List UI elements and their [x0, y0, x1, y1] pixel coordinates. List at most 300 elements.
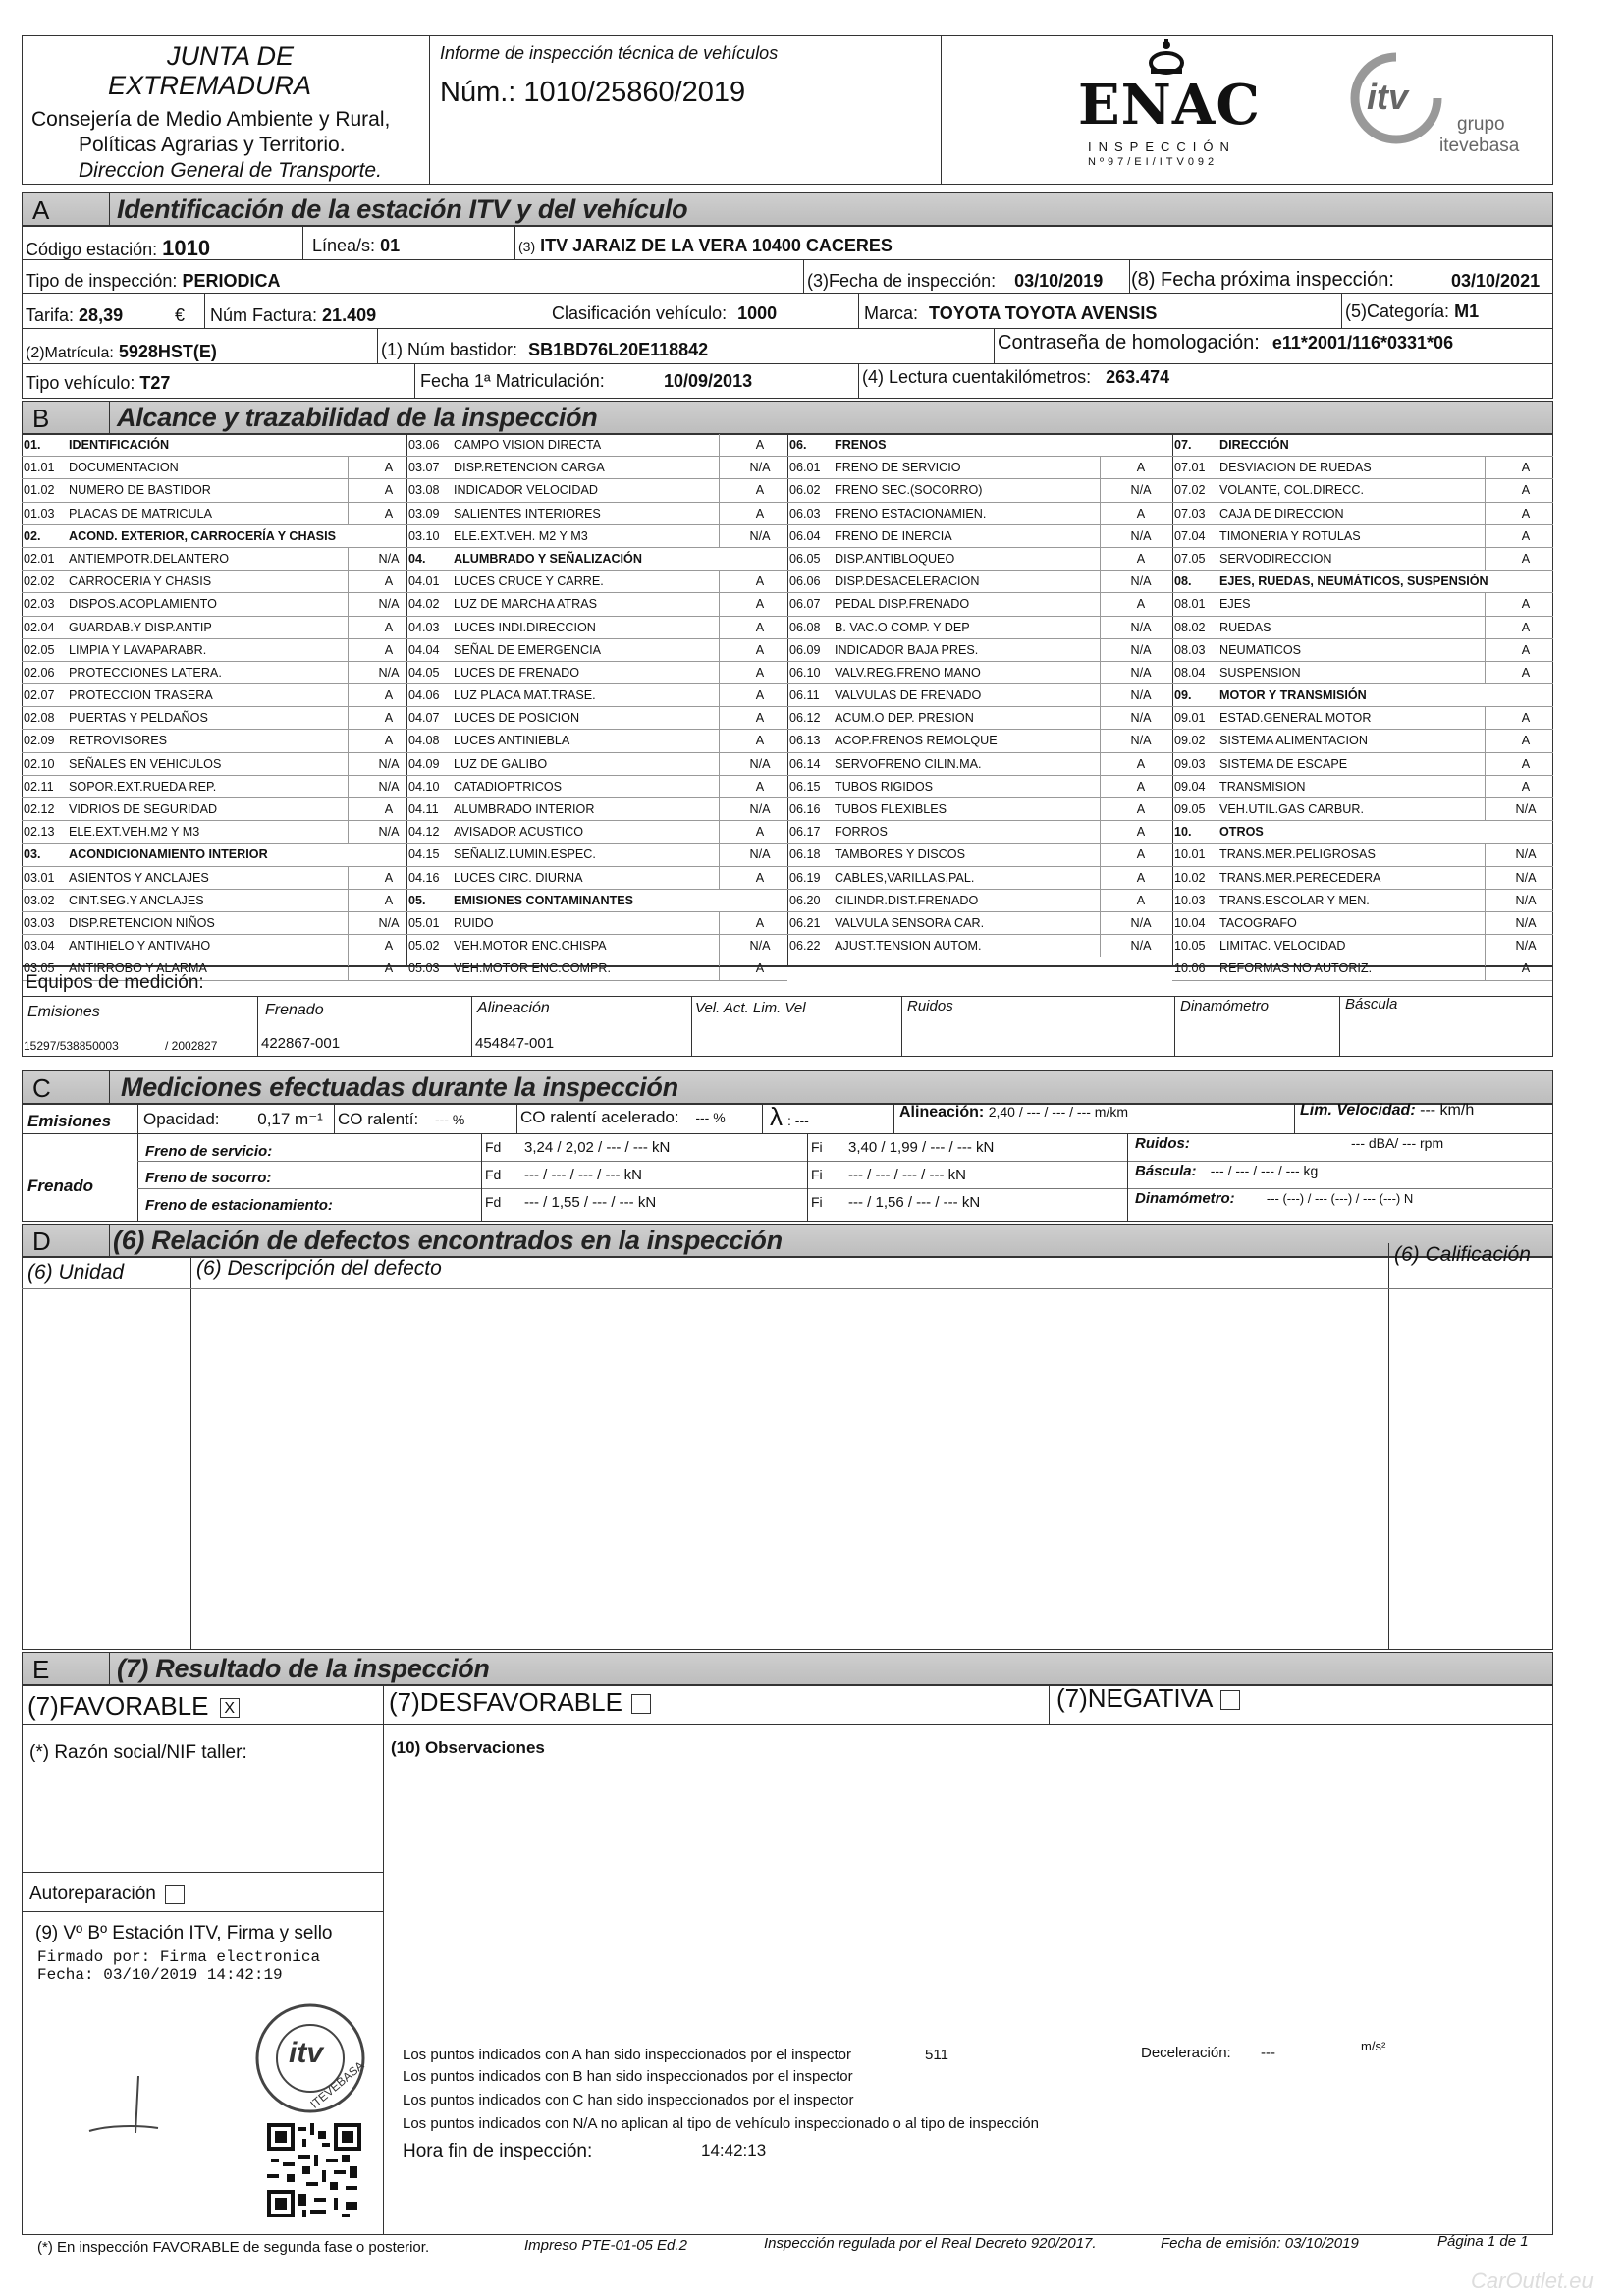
classification: 1000	[737, 303, 778, 323]
c-braking-label: Frenado	[27, 1176, 94, 1195]
defect-desc-header: (6) Descripción del defecto	[196, 1257, 442, 1280]
crown-icon	[1147, 39, 1186, 75]
item-name: SERVODIRECCION	[1219, 551, 1332, 566]
footer-regulated: Inspección regulada por el Real Decreto 920/2017.	[764, 2235, 1097, 2252]
item-code: 06.10	[789, 665, 821, 680]
item-code: 06.12	[789, 711, 821, 726]
inspection-column-3	[787, 434, 1172, 957]
seal-ring-text: ITEVEBASA	[307, 2058, 367, 2111]
favorable-checkbox[interactable]: X	[220, 1698, 240, 1718]
item-code: 02.04	[24, 620, 55, 634]
vin: SB1BD76L20E118842	[528, 340, 709, 359]
emergency-fd: --- / --- / --- / --- kN	[524, 1167, 642, 1183]
vehicle-type: T27	[139, 373, 171, 393]
parking-fd: --- / 1,55 / --- / --- kN	[524, 1194, 657, 1211]
item-code: 06.22	[789, 939, 821, 954]
item-name: RETROVISORES	[69, 734, 168, 748]
item-result: N/A	[1130, 688, 1152, 703]
item-name: TUBOS FLEXIBLES	[835, 802, 947, 816]
inspection-item-row	[406, 525, 787, 548]
inspection-item-row	[787, 571, 1172, 593]
item-code: 02.03	[24, 597, 55, 612]
item-result: A	[384, 461, 394, 475]
itv-logo-text: itv	[1367, 77, 1409, 117]
inspection-date: 03/10/2019	[1014, 271, 1104, 291]
inspection-group-header	[22, 525, 406, 548]
item-name: ANTIHIELO Y ANTIVAHO	[69, 939, 211, 954]
parking-fi: --- / 1,56 / --- / --- kN	[848, 1194, 981, 1211]
item-result: A	[1136, 506, 1146, 520]
noise-label: Ruidos:	[1135, 1135, 1190, 1152]
item-code: 03.09	[408, 506, 440, 520]
item-name: LUCES DE FRENADO	[454, 665, 580, 680]
item-code: 06.06	[789, 574, 821, 589]
item-code: 06.09	[789, 642, 821, 657]
item-code: 06.20	[789, 893, 821, 907]
item-code: 03.10	[408, 528, 440, 543]
item-code: 04.15	[408, 847, 440, 862]
item-name: LUZ PLACA MAT.TRASE.	[454, 688, 596, 703]
inspection-item-row	[22, 776, 406, 798]
inspection-item-row	[22, 457, 406, 479]
item-name: FRENO SEC.(SOCORRO)	[835, 483, 983, 498]
deceleration-unit: m/s²	[1361, 2039, 1386, 2053]
inspector-id: 511	[925, 2047, 948, 2063]
item-result: A	[755, 597, 765, 612]
item-name: LUCES CRUCE Y CARRE.	[454, 574, 604, 589]
inspection-item-row	[787, 525, 1172, 548]
item-result: A	[1521, 756, 1531, 771]
item-result: N/A	[1130, 711, 1152, 726]
inspection-group-header	[1172, 684, 1553, 707]
item-code: 05.01	[408, 915, 440, 930]
signature-label: (9) Vº Bº Estación ITV, Firma y sello	[35, 1923, 333, 1943]
item-name: RUEDAS	[1219, 620, 1271, 634]
plate: 5928HST(E)	[118, 342, 217, 361]
inspection-item-row	[787, 912, 1172, 935]
equipment-title: Equipos de medición:	[26, 972, 204, 993]
deceleration: ---	[1261, 2045, 1275, 2061]
inspection-item-row	[1172, 753, 1553, 776]
item-name: LUCES ANTINIEBLA	[454, 734, 570, 748]
inspection-item-row	[406, 503, 787, 525]
item-result: A	[755, 825, 765, 840]
item-name: FRENO ESTACIONAMIEN.	[835, 506, 987, 520]
category: M1	[1454, 301, 1480, 321]
item-name: NEUMATICOS	[1219, 642, 1302, 657]
service-label: Freno de servicio:	[145, 1143, 273, 1160]
item-code: 03.07	[408, 461, 440, 475]
item-name: SISTEMA ALIMENTACION	[1219, 734, 1368, 748]
noise: --- dBA/ --- rpm	[1351, 1135, 1444, 1151]
defects-table	[22, 1257, 1553, 1650]
inspection-item-row	[22, 890, 406, 912]
result-unfavorable: (7)DESFAVORABLE	[389, 1687, 622, 1717]
inspection-item-row	[1172, 844, 1553, 866]
item-code: 08.02	[1174, 620, 1206, 634]
co-fast-label: CO ralentí acelerado:	[520, 1108, 679, 1126]
item-name: CINT.SEG.Y ANCLAJES	[69, 893, 204, 907]
item-code: 02.	[24, 528, 41, 543]
item-name: ALUMBRADO Y SEÑALIZACIÓN	[454, 551, 642, 566]
inspection-item-row	[787, 593, 1172, 616]
section-d-letter: D	[32, 1227, 51, 1256]
dyno: --- (---) / --- (---) / --- (---) N	[1266, 1191, 1414, 1206]
itv-group-line1: grupo	[1457, 114, 1505, 135]
inspection-item-row	[787, 707, 1172, 730]
equip-emissions-value2: / 2002827	[165, 1039, 218, 1053]
item-name: ACOND. EXTERIOR, CARROCERÍA Y CHASIS	[69, 528, 336, 543]
item-code: 06.13	[789, 734, 821, 748]
item-code: 10.05	[1174, 939, 1206, 954]
inspection-group-header	[406, 890, 787, 912]
equip-noise-label: Ruidos	[907, 998, 953, 1014]
item-code: 06.08	[789, 620, 821, 634]
item-code: 02.09	[24, 734, 55, 748]
inspection-item-row	[406, 684, 787, 707]
item-code: 03.04	[24, 939, 55, 954]
footer-issued: Fecha de emisión: 03/10/2019	[1161, 2235, 1359, 2252]
section-c-letter: C	[32, 1073, 51, 1103]
item-result: A	[384, 506, 394, 520]
section-e-bar	[22, 1652, 1553, 1685]
inspection-item-row	[22, 548, 406, 571]
tariff-label: Tarifa:	[26, 305, 75, 325]
item-result: N/A	[1130, 665, 1152, 680]
equip-braking-label: Frenado	[265, 1002, 324, 1018]
inspection-column-4	[1172, 434, 1553, 981]
item-code: 04.01	[408, 574, 440, 589]
homologation-label: Contraseña de homologación:	[998, 332, 1260, 354]
item-result: A	[384, 802, 394, 816]
item-code: 03.	[24, 847, 41, 862]
item-result: A	[1136, 597, 1146, 612]
item-code: 02.06	[24, 665, 55, 680]
item-result: N/A	[378, 779, 400, 793]
inspection-item-row	[22, 912, 406, 935]
item-result: A	[1136, 870, 1146, 885]
item-code: 08.04	[1174, 665, 1206, 680]
item-result: N/A	[749, 461, 771, 475]
first-reg-label: Fecha 1ª Matriculación:	[420, 371, 605, 391]
item-code: 09.05	[1174, 802, 1206, 816]
inspection-item-row	[22, 571, 406, 593]
self-repair-checkbox[interactable]	[165, 1885, 185, 1904]
item-name: SEÑALIZ.LUMIN.ESPEC.	[454, 847, 596, 862]
inspection-column-1	[22, 434, 406, 981]
item-result: A	[755, 506, 765, 520]
item-code: 08.03	[1174, 642, 1206, 657]
report-type: Informe de inspección técnica de vehículos	[440, 43, 779, 63]
item-result: N/A	[1515, 847, 1537, 862]
item-code: 04.05	[408, 665, 440, 680]
inspection-item-row	[22, 617, 406, 639]
item-name: B. VAC.O COMP. Y DEP	[835, 620, 970, 634]
inspection-item-row	[1172, 503, 1553, 525]
item-result: A	[1521, 711, 1531, 726]
item-result: A	[1136, 551, 1146, 566]
section-a-bar	[22, 192, 1553, 226]
item-result: N/A	[1130, 734, 1152, 748]
item-code: 05.02	[408, 939, 440, 954]
item-code: 03.05	[24, 961, 55, 976]
fd-label-1: Fd	[485, 1139, 502, 1155]
item-code: 06.11	[789, 688, 820, 703]
odometer: 263.474	[1106, 367, 1170, 387]
item-name: IDENTIFICACIÓN	[69, 438, 170, 452]
item-code: 05.	[408, 893, 426, 907]
item-name: TACOGRAFO	[1219, 915, 1297, 930]
itv-seal	[251, 1999, 369, 2117]
enac-name: ENAC	[1078, 73, 1261, 137]
item-result: N/A	[1515, 802, 1537, 816]
section-e-letter: E	[32, 1655, 50, 1684]
item-name: LIMPIA Y LAVAPARABR.	[69, 642, 207, 657]
item-code: 01.	[24, 438, 41, 452]
item-result: A	[384, 642, 394, 657]
item-code: 02.11	[24, 779, 54, 793]
item-result: A	[755, 642, 765, 657]
item-name: LUZ DE GALIBO	[454, 756, 548, 771]
item-name: VEH.MOTOR ENC.CHISPA	[454, 939, 607, 954]
inspection-item-row	[787, 503, 1172, 525]
item-name: ANTIRROBO Y ALARMA	[69, 961, 207, 976]
item-name: ALUMBRADO INTERIOR	[454, 802, 595, 816]
item-code: 04.03	[408, 620, 440, 634]
item-name: REFORMAS NO AUTORIZ.	[1219, 961, 1373, 976]
inspection-item-row	[787, 479, 1172, 502]
item-name: CARROCERIA Y CHASIS	[69, 574, 212, 589]
scale-label: Báscula:	[1135, 1163, 1197, 1179]
result-favorable: (7)FAVORABLE	[27, 1691, 209, 1721]
enac-logo	[1078, 39, 1261, 177]
inspection-group-header	[1172, 571, 1553, 593]
item-code: 09.	[1174, 688, 1192, 703]
next-inspection-label: (8) Fecha próxima inspección:	[1131, 269, 1394, 291]
item-code: 09.02	[1174, 734, 1206, 748]
item-code: 04.02	[408, 597, 440, 612]
result-negative: (7)NEGATIVA	[1056, 1683, 1212, 1713]
item-result: N/A	[1130, 642, 1152, 657]
inspection-item-row	[1172, 730, 1553, 752]
item-result: A	[755, 574, 765, 589]
item-result: A	[755, 665, 765, 680]
fi-label-1: Fi	[811, 1139, 823, 1155]
inspection-item-row	[1172, 707, 1553, 730]
itv-group-line2: itevebasa	[1439, 136, 1520, 156]
inspection-date-label: (3)Fecha de inspección:	[807, 271, 997, 291]
item-code: 04.06	[408, 688, 440, 703]
item-name: PROTECCIONES LATERA.	[69, 665, 222, 680]
workshop-label: (*) Razón social/NIF taller:	[29, 1742, 247, 1763]
inspection-item-row	[1172, 639, 1553, 662]
item-result: A	[384, 711, 394, 726]
item-result: N/A	[378, 825, 400, 840]
item-code: 09.03	[1174, 756, 1206, 771]
alignment: 2,40 / --- / --- / --- m/km	[988, 1104, 1129, 1120]
item-name: ELE.EXT.VEH. M2 Y M3	[454, 528, 588, 543]
item-result: A	[1136, 825, 1146, 840]
item-result: A	[755, 483, 765, 498]
item-name: TRANS.ESCOLAR Y MEN.	[1219, 893, 1370, 907]
item-code: 02.08	[24, 711, 55, 726]
dept-line3: Direccion General de Transporte.	[79, 159, 382, 182]
item-name: EJES, RUEDAS, NEUMÁTICOS, SUSPENSIÓN	[1219, 574, 1488, 589]
item-result: A	[384, 734, 394, 748]
c-emissions-label: Emisiones	[27, 1112, 112, 1130]
inspection-item-row	[406, 798, 787, 821]
inspection-item-row	[406, 753, 787, 776]
unfavorable-checkbox[interactable]	[631, 1694, 651, 1714]
station-code-label: Código estación:	[26, 240, 158, 259]
item-result: A	[1521, 506, 1531, 520]
item-result: N/A	[1130, 939, 1152, 954]
item-name: TIMONERIA Y ROTULAS	[1219, 528, 1361, 543]
item-result: A	[1136, 893, 1146, 907]
item-result: A	[755, 438, 765, 452]
equip-dyno-label: Dinamómetro	[1180, 998, 1270, 1014]
inspection-item-row	[787, 457, 1172, 479]
inspection-item-row	[787, 776, 1172, 798]
inspection-item-row	[787, 798, 1172, 821]
item-code: 06.16	[789, 802, 821, 816]
invoice: 21.409	[322, 305, 377, 325]
inspection-item-row	[406, 912, 787, 935]
plate-label: (2)Matrícula:	[26, 345, 114, 361]
item-name: ESTAD.GENERAL MOTOR	[1219, 711, 1372, 726]
itv-logo	[1347, 49, 1543, 167]
inspection-column-2	[406, 434, 787, 981]
end-time: 14:42:13	[701, 2141, 767, 2159]
item-name: ACONDICIONAMIENTO INTERIOR	[69, 847, 268, 862]
item-name: TRANS.MER.PELIGROSAS	[1219, 847, 1376, 862]
enac-sub: INSPECCIÓN	[1088, 139, 1236, 154]
item-result: A	[384, 939, 394, 954]
item-name: NUMERO DE BASTIDOR	[69, 483, 211, 498]
item-name: DOCUMENTACION	[69, 461, 179, 475]
inspection-item-row	[1172, 798, 1553, 821]
inspection-item-row	[1172, 617, 1553, 639]
item-code: 04.11	[408, 802, 439, 816]
item-code: 06.02	[789, 483, 821, 498]
inspection-item-row	[406, 617, 787, 639]
section-a-letter: A	[32, 195, 50, 225]
item-code: 07.04	[1174, 528, 1206, 543]
item-result: N/A	[378, 665, 400, 680]
item-name: GUARDAB.Y DISP.ANTIP	[69, 620, 212, 634]
item-result: A	[384, 620, 394, 634]
item-result: A	[1521, 528, 1531, 543]
inspection-item-row	[22, 593, 406, 616]
item-code: 06.01	[789, 461, 821, 475]
co-idle: --- %	[434, 1112, 465, 1127]
signed-by: Firmado por: Firma electronica	[37, 1948, 321, 1966]
item-name: SUSPENSION	[1219, 665, 1301, 680]
inspection-group-header	[22, 844, 406, 866]
lines-label: Línea/s:	[312, 236, 376, 255]
dyno-label: Dinamómetro:	[1135, 1190, 1235, 1207]
item-name: SALIENTES INTERIORES	[454, 506, 601, 520]
item-code: 06.17	[789, 825, 821, 840]
equip-emissions-value: 15297/538850003	[24, 1039, 119, 1053]
item-code: 06.15	[789, 779, 821, 793]
negative-checkbox[interactable]	[1220, 1690, 1240, 1710]
item-result: N/A	[1515, 893, 1537, 907]
defect-unit-header: (6) Unidad	[27, 1261, 125, 1284]
vin-label: (1) Núm bastidor:	[381, 340, 518, 359]
item-name: VALVULAS DE FRENADO	[835, 688, 982, 703]
brand-label: Marca:	[864, 303, 919, 323]
opacity-label: Opacidad:	[143, 1110, 220, 1128]
inspection-item-row	[406, 571, 787, 593]
section-d-title: (6) Relación de defectos encontrados en la inspección	[113, 1226, 783, 1255]
item-result: N/A	[378, 756, 400, 771]
equip-alignment-label: Alineación	[477, 1000, 550, 1016]
item-result: N/A	[1515, 915, 1537, 930]
item-name: CILINDR.DIST.FRENADO	[835, 893, 979, 907]
item-code: 06.05	[789, 551, 821, 566]
item-code: 07.05	[1174, 551, 1206, 566]
inspection-group-header	[1172, 434, 1553, 457]
inspection-item-row	[787, 639, 1172, 662]
inspection-item-row	[22, 707, 406, 730]
inspection-item-row	[406, 639, 787, 662]
section-a-title: Identificación de la estación ITV y del vehículo	[117, 194, 688, 224]
inspection-item-row	[406, 867, 787, 890]
item-code: 10.02	[1174, 870, 1206, 885]
odometer-label: (4) Lectura cuentakilómetros:	[862, 367, 1092, 387]
item-result: A	[384, 870, 394, 885]
inspection-item-row	[406, 821, 787, 844]
inspection-item-row	[787, 821, 1172, 844]
item-name: PROTECCION TRASERA	[69, 688, 213, 703]
qr-code	[267, 2123, 361, 2217]
equip-braking-value: 422867-001	[261, 1035, 341, 1052]
station-code: 1010	[162, 236, 211, 260]
lambda: : ---	[787, 1113, 809, 1128]
item-name: PLACAS DE MATRICULA	[69, 506, 213, 520]
inspection-item-row	[1172, 890, 1553, 912]
item-name: VIDRIOS DE SEGURIDAD	[69, 802, 218, 816]
section-d-bar	[22, 1224, 1553, 1257]
first-reg: 10/09/2013	[664, 371, 753, 391]
item-result: A	[384, 893, 394, 907]
item-name: INDICADOR VELOCIDAD	[454, 483, 598, 498]
item-code: 04.07	[408, 711, 440, 726]
item-name: CAJA DE DIRECCION	[1219, 506, 1344, 520]
item-name: TRANSMISION	[1219, 779, 1306, 793]
inspection-item-row	[406, 662, 787, 684]
section-c-bar	[22, 1070, 1553, 1104]
co-idle-label: CO ralentí:	[338, 1110, 419, 1128]
inspection-item-row	[22, 662, 406, 684]
inspection-item-row	[1172, 479, 1553, 502]
inspection-item-row	[406, 776, 787, 798]
item-code: 06.19	[789, 870, 821, 885]
item-result: N/A	[1515, 870, 1537, 885]
vehicle-type-label: Tipo vehículo:	[26, 373, 135, 393]
section-b-title: Alcance y trazabilidad de la inspección	[117, 403, 598, 432]
item-result: A	[755, 961, 765, 976]
item-result: A	[1521, 961, 1531, 976]
item-code: 10.06	[1174, 961, 1206, 976]
speed-limit-label: Lim. Velocidad:	[1300, 1102, 1416, 1119]
inspection-item-row	[406, 434, 787, 457]
fd-label-2: Fd	[485, 1167, 502, 1182]
inspection-item-row	[1172, 935, 1553, 957]
inspection-item-row	[22, 639, 406, 662]
inspection-item-row	[1172, 776, 1553, 798]
